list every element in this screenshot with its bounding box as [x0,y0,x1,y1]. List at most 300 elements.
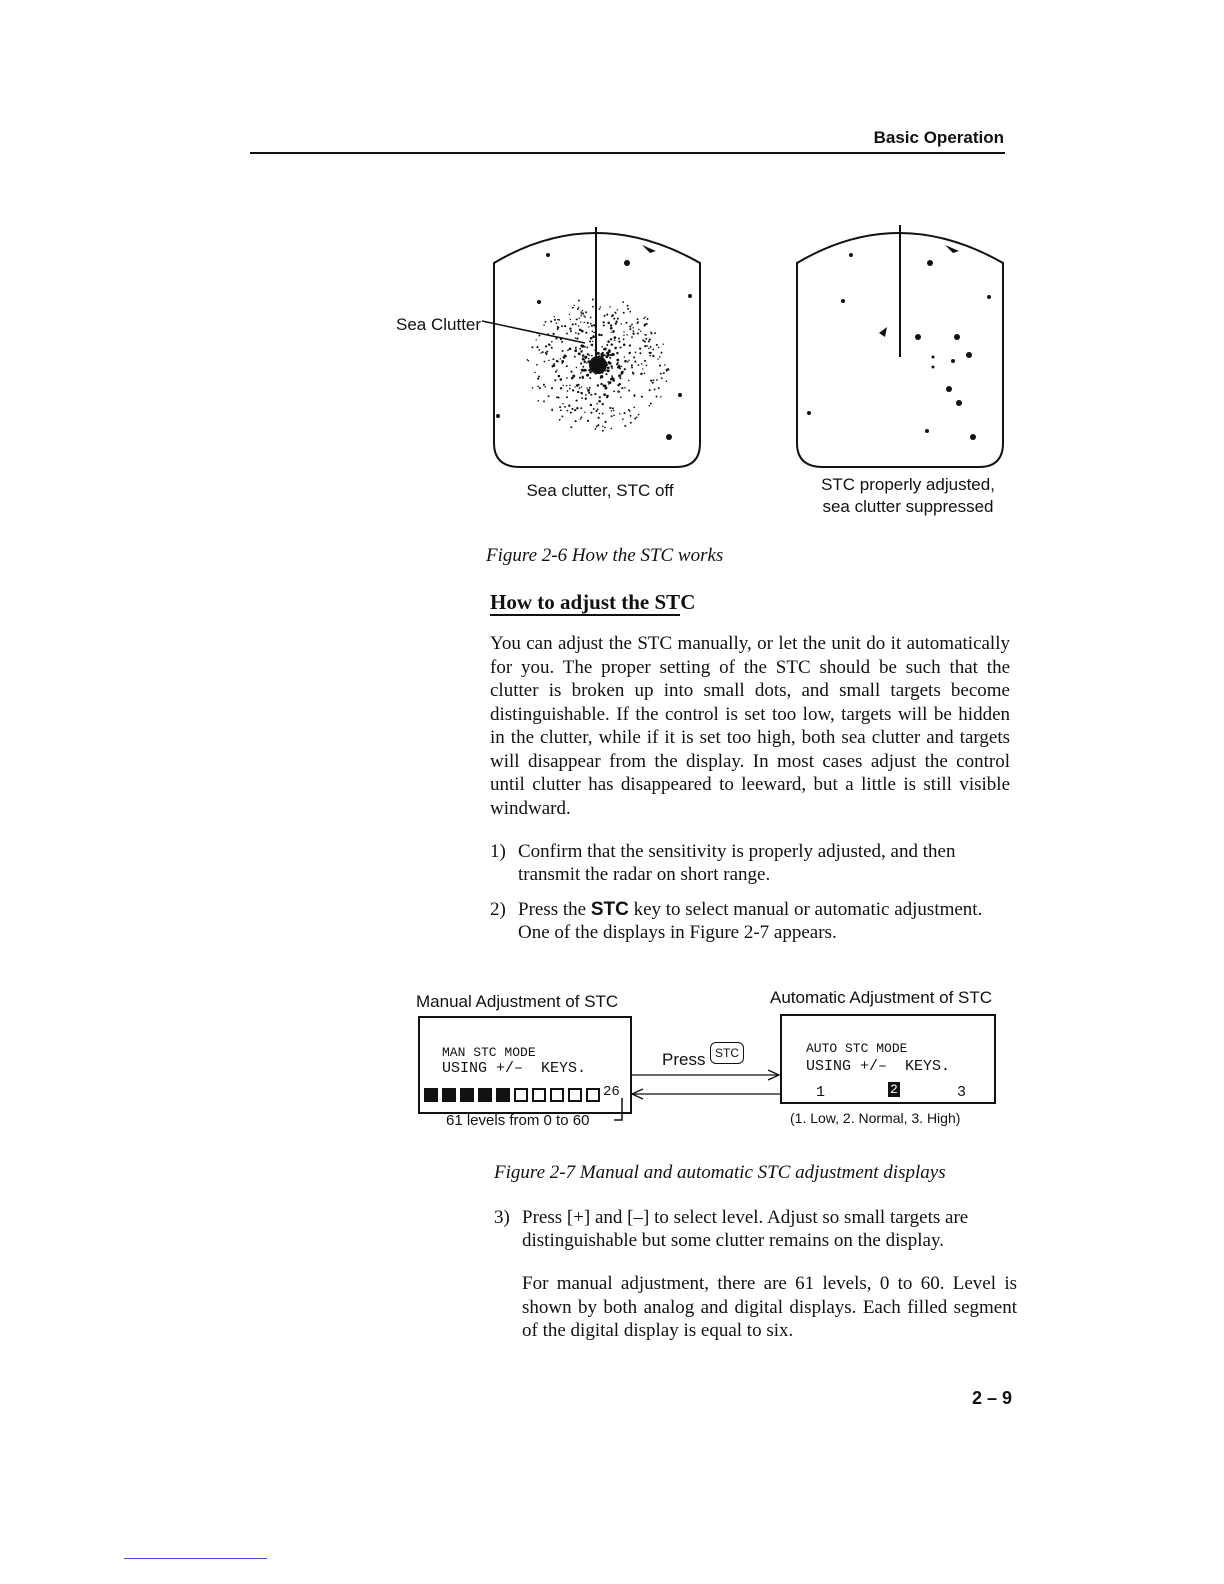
clutter-dot [661,377,663,379]
clutter-dot [624,387,626,389]
manual-level-readout: 26 [603,1084,620,1100]
clutter-dot [610,428,612,430]
clutter-dot [633,356,635,358]
clutter-dot [587,420,589,422]
clutter-dot [627,308,629,310]
step-2-text-after: key to select manual or automatic adjustment. [628,899,983,920]
clutter-dot [585,398,587,400]
clutter-dot [610,327,613,330]
clutter-dot [631,336,633,338]
clutter-dot [587,389,590,392]
clutter-dot [622,418,624,420]
clutter-dot [629,325,631,327]
clutter-dot [610,338,612,340]
clutter-dot [563,356,566,359]
clutter-dot [637,318,639,320]
auto-option-low: 1 [816,1084,826,1101]
clutter-dot [586,387,588,389]
segment-filled [424,1088,438,1102]
clutter-dot [576,337,578,339]
clutter-dot [557,326,558,327]
auto-stc-display [780,1014,996,1104]
clutter-dot [624,368,626,370]
clutter-dot [596,426,598,428]
clutter-dot [582,312,584,314]
clutter-dot [652,355,654,357]
clutter-dot [646,365,648,367]
clutter-dot [638,364,640,366]
clutter-dot [629,344,631,346]
clutter-dot [569,388,571,390]
clutter-dot [626,334,628,336]
clutter-dot [621,366,623,368]
clutter-dot [584,412,585,413]
clutter-dot [666,380,668,382]
clutter-dot [579,317,580,318]
clutter-dot [576,400,578,402]
step-3-text [522,1206,968,1252]
clutter-dot [653,379,655,381]
clutter-dot [643,318,645,320]
figure-2-6-caption: Figure 2-6 How the STC works [486,545,724,566]
clutter-dot [551,387,553,389]
clutter-dot [627,361,629,363]
segment-empty [532,1088,546,1102]
manual-adjustment-title: Manual Adjustment of STC [416,992,619,1011]
clutter-dot [644,316,646,318]
clutter-dot [610,324,612,326]
clutter-dot [566,410,568,412]
clutter-dot [527,359,529,361]
clutter-dot [580,350,582,352]
clutter-dot [570,412,572,414]
clutter-dot [579,377,581,379]
clutter-dot [633,406,635,408]
clutter-dot [624,412,626,414]
stc-key-label: STC [590,899,629,920]
step-2-text-before: Press the [518,899,591,920]
clutter-dot [624,425,626,427]
auto-adjustment-title: Automatic Adjustment of STC [770,988,993,1007]
segment-filled [496,1088,510,1102]
clutter-dot [566,385,568,387]
clutter-dot [562,350,564,352]
clutter-dot [576,407,578,409]
clutter-dot [644,372,646,374]
clutter-dot [644,360,646,362]
step-2 [490,898,1020,948]
clutter-dot [580,418,582,420]
clutter-dot [569,314,570,315]
clutter-dot [557,319,559,321]
clutter-dot [656,379,658,381]
clutter-dot [597,409,599,411]
clutter-dot [628,380,630,382]
clutter-dot [602,403,604,405]
clutter-dot [658,387,660,389]
clutter-dot [578,300,580,302]
clutter-dot [601,346,603,348]
clutter-dot [617,318,619,320]
clutter-dot [556,370,557,371]
auto-option-high: 3 [957,1084,967,1101]
clutter-dot [605,370,606,371]
clutter-dot [657,358,659,360]
clutter-dot [593,324,595,326]
clutter-dot [614,312,615,313]
clutter-dot [654,389,656,391]
clutter-dot [604,421,606,423]
clutter-dot [585,311,587,313]
sea-clutter-label: Sea Clutter [396,315,482,334]
clutter-dot [663,343,664,344]
clutter-dot [592,306,594,308]
caption-stc-off: Sea clutter, STC off [526,481,674,500]
clutter-dot [637,332,639,334]
clutter-dot [590,323,592,325]
clutter-dot [569,328,571,330]
clutter-dot [579,348,581,350]
clutter-dot [544,386,546,388]
clutter-dot [556,338,557,339]
clutter-dot [650,346,652,348]
clutter-dot [561,360,564,363]
clutter-dot [576,318,578,320]
clutter-dot [552,358,554,360]
segment-empty [586,1088,600,1102]
clutter-dot [560,387,562,389]
step-2-text [518,898,982,944]
clutter-dot [575,347,577,349]
clutter-dot [611,415,613,417]
clutter-dot [540,352,542,354]
clutter-dot [591,325,593,327]
clutter-dot [611,410,613,412]
clutter-dot [575,332,577,334]
clutter-dot [632,333,634,335]
clutter-dot [628,390,630,392]
clutter-dot [594,393,596,395]
manual-levels-note: 61 levels from 0 to 60 [446,1112,590,1129]
clutter-dot [590,412,592,414]
clutter-dot [536,332,538,334]
clutter-dot [656,344,658,346]
clutter-dot [638,414,640,416]
clutter-dot [580,313,581,314]
clutter-dot [579,387,581,389]
clutter-dot [597,384,599,386]
clutter-dot [614,347,617,350]
clutter-dot [641,396,643,398]
step-1 [490,840,1020,890]
clutter-dot [621,387,623,389]
clutter-dot [590,337,593,340]
clutter-dot [556,322,558,324]
clutter-dot [560,358,561,359]
clutter-dot [557,361,559,363]
clutter-dot [629,328,631,330]
clutter-dot [570,426,572,428]
clutter-dot [592,299,594,301]
step-3-line2: distinguishable but some clutter remains on the display. [522,1230,944,1251]
clutter-dot [584,316,586,318]
clutter-dot [574,349,577,352]
clutter-dot [609,362,612,365]
clutter-dot [572,323,574,325]
step-1-line2: transmit the radar on short range. [518,864,771,885]
clutter-dot [589,354,591,356]
clutter-dot [608,354,610,356]
clutter-dot [609,306,610,307]
clutter-dot [575,337,576,338]
clutter-dot [543,324,545,326]
clutter-dot [659,356,661,358]
clutter-dot [581,397,583,399]
clutter-dot [593,408,595,410]
clutter-dot [580,416,582,418]
auto-option-normal-selected: 2 [890,1082,898,1097]
clutter-dot [548,343,550,345]
clutter-dot [578,325,580,327]
clutter-dot [644,325,646,327]
clutter-dot [585,394,587,396]
clutter-dot [559,419,561,421]
clutter-dot [629,410,631,412]
clutter-dot [561,341,563,343]
clutter-dot [652,382,654,384]
clutter-dot [588,326,589,327]
clutter-dot [614,339,616,341]
step-3 [494,1206,1024,1256]
step-3-number: 3) [494,1207,510,1228]
caption-stc-adjusted-line2: sea clutter suppressed [822,497,994,516]
clutter-dot [618,374,621,377]
clutter-dot [553,363,555,365]
clutter-dot [570,330,572,332]
clutter-dot [640,373,642,375]
clutter-dot [576,367,578,369]
clutter-dot [606,344,608,346]
clutter-dot [640,331,641,332]
clutter-dot [575,323,577,325]
clutter-dot [603,321,605,323]
clutter-dot [629,311,631,313]
clutter-dot [580,311,582,313]
clutter-dot [606,313,608,315]
clutter-dot [604,347,607,350]
step-2-number: 2) [490,899,506,920]
clutter-dot [625,322,627,324]
clutter-dot [548,360,550,362]
clutter-dot [584,322,586,324]
segment-filled [478,1088,492,1102]
clutter-dot [602,413,604,415]
clutter-dot [578,352,581,355]
clutter-dot [552,333,554,335]
clutter-dot [581,345,584,348]
clutter-dot [577,333,579,335]
manual-adjustment-paragraph: For manual adjustment, there are 61 levels, 0 to 60. Level is shown by both analog and digital displays. Each filled segment of the digital display is equal to six. [522,1273,1017,1341]
clutter-dot [652,349,654,351]
clutter-dot [595,326,597,328]
clutter-dot [575,420,577,422]
clutter-dot [574,356,576,358]
clutter-dot [620,396,622,398]
clutter-dot [578,307,579,308]
clutter-dot [571,377,574,380]
segment-filled [460,1088,474,1102]
clutter-dot [633,327,635,329]
radar-display-stc-adjusted [773,215,1023,475]
clutter-dot [581,369,584,372]
auto-lcd-line2: USING +/– KEYS. [806,1058,951,1075]
clutter-dot [562,403,563,404]
clutter-dot [649,389,651,391]
clutter-dot [623,331,624,332]
clutter-dot [609,357,611,359]
clutter-dot [543,384,545,386]
clutter-dot [642,368,643,369]
clutter-dot [642,339,644,341]
segment-empty [514,1088,528,1102]
clutter-dot [624,360,627,363]
clutter-dot [604,385,606,387]
clutter-dot [564,406,566,408]
clutter-dot [555,371,557,373]
segment-empty [568,1088,582,1102]
clutter-dot [600,375,603,378]
clutter-dot [614,336,617,339]
clutter-dot [599,396,601,398]
clutter-dot [604,315,606,317]
clutter-dot [591,344,594,347]
clutter-dot [649,352,651,354]
clutter-dot [599,413,601,415]
clutter-dot [582,366,584,368]
clutter-dot [580,407,582,409]
clutter-dot [586,362,587,363]
clutter-dot [538,349,540,351]
clutter-dot [639,348,641,350]
clutter-dot [559,378,562,381]
clutter-dot [647,318,649,320]
clutter-dot [592,335,595,338]
clutter-dot [621,323,623,325]
clutter-dot [591,355,593,357]
clutter-dot [566,377,568,379]
clutter-dot [615,321,617,323]
clutter-dot [582,358,584,360]
radar-display-stc-off [470,215,720,475]
clutter-dot [603,393,606,396]
stc-key-icon: STC [710,1042,744,1064]
clutter-dot [551,347,553,349]
clutter-dot [624,356,625,357]
clutter-dot [548,395,550,397]
step-1-line1: Confirm that the sensitivity is properly adjusted, and then [518,841,956,862]
clutter-dot [623,312,625,314]
clutter-dot [590,404,592,406]
clutter-dot [607,352,609,354]
clutter-dot [557,329,559,331]
clutter-dot [550,320,552,322]
clutter-dot [598,400,601,403]
clutter-dot [570,371,572,373]
clutter-dot [558,319,560,321]
clutter-dot [588,392,590,394]
clutter-dot [580,321,581,322]
clutter-dot [650,379,652,381]
clutter-dot [610,365,612,367]
clutter-dot [612,379,615,382]
clutter-dot [607,366,610,369]
header-rule [250,152,1005,154]
step-2-line2: One of the displays in Figure 2-7 appears. [518,922,837,943]
clutter-dot [638,329,640,331]
clutter-dot [580,362,582,364]
clutter-dot [551,409,553,411]
clutter-dot [536,346,538,348]
clutter-dot [611,353,613,355]
clutter-dot [613,414,615,416]
clutter-dot [560,409,562,411]
clutter-dot [603,324,605,326]
clutter-dot [618,341,620,343]
clutter-dot [539,387,541,389]
clutter-dot [628,360,630,362]
clutter-dot [608,349,611,352]
clutter-dot [588,358,589,359]
clutter-dot [593,332,595,334]
clutter-dot [569,348,572,351]
clutter-dot [615,323,617,325]
clutter-dot [545,345,547,347]
footnote-rule [124,1558,267,1559]
clutter-dot [607,322,610,325]
figure-2-7-caption: Figure 2-7 Manual and automatic STC adjustment displays [494,1162,946,1183]
clutter-dot [601,354,604,357]
clutter-dot [618,338,620,340]
clutter-dot [607,381,609,383]
clutter-dot [589,387,591,389]
clutter-dot [611,375,613,377]
clutter-dot [648,340,650,342]
segment-empty [550,1088,564,1102]
clutter-dot [566,333,568,335]
clutter-dot [627,305,629,307]
clutter-dot [631,324,633,326]
clutter-dot [561,325,563,327]
clutter-dot [606,396,608,398]
press-label: Press [662,1050,706,1069]
clutter-dot [578,391,580,393]
clutter-dot [649,405,650,406]
clutter-dot [607,340,610,343]
clutter-dot [558,375,561,378]
clutter-dot [594,349,596,351]
step-1-text [518,840,955,886]
clutter-dot [612,332,614,334]
clutter-dot [531,346,533,348]
clutter-dot [656,396,658,398]
clutter-dot [639,352,641,354]
clutter-dot [644,334,646,336]
clutter-dot [617,390,620,393]
clutter-dot [586,374,589,377]
clutter-dot [587,322,589,324]
clutter-dot [650,403,652,405]
page-number: 2 – 9 [972,1388,1013,1408]
